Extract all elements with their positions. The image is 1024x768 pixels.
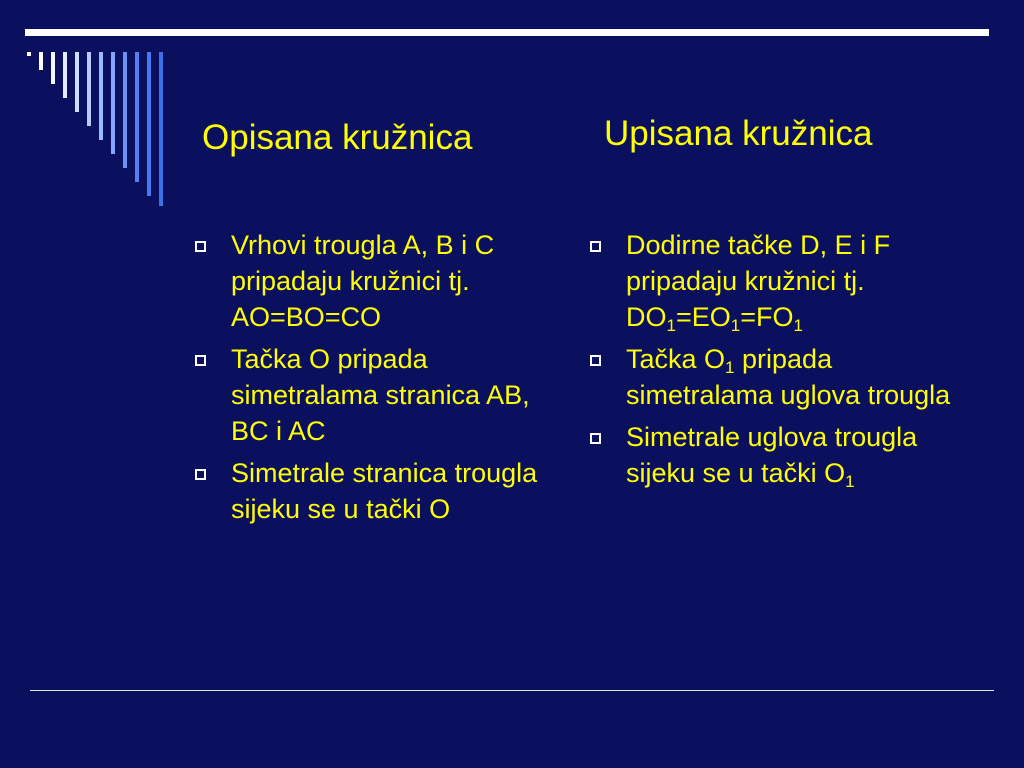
bottom-rule [30,690,994,691]
hollow-square-icon [590,355,601,366]
subscript: 1 [730,316,741,335]
bullet-item [588,227,968,335]
text-segment: =FO [740,302,794,332]
right-bullet-list [588,227,968,497]
bullet-text [626,227,968,335]
hollow-square-icon [590,433,601,444]
bullet-text [231,341,573,449]
bullet-item [193,455,573,527]
text-segment: =EO [675,302,731,332]
right-column-title: Upisana kružnica [604,114,873,153]
text-segment: Simetrale stranica trougla sijeku se u tački O [231,458,538,524]
decorative-stripe [111,52,115,154]
left-column-title: Opisana kružnica [202,118,473,157]
text-segment: pripada simetralama uglova trougla [626,344,951,410]
text-segment: Tačka O [626,344,726,374]
subscript: 1 [845,472,855,491]
decorative-stripe [147,52,151,196]
decorative-stripe [51,52,55,84]
decorative-stripe [75,52,79,112]
hollow-square-icon [195,469,206,480]
subscript: 1 [725,358,735,377]
text-segment: Simetrale uglova trougla sijeku se u tački O [626,422,918,488]
decorative-stripe [159,52,163,206]
decorative-stripe [39,52,43,70]
bullet-item [193,341,573,449]
decorative-stripe [27,52,31,56]
decorative-stripe [99,52,103,140]
decorative-stripe [63,52,67,98]
decorative-stripe [135,52,139,182]
left-bullet-list [193,227,573,533]
bullet-item [193,227,573,335]
top-rule [25,29,989,36]
decorative-stripe [87,52,91,126]
hollow-square-icon [195,355,206,366]
text-segment: Vrhovi trougla A, B i C pripadaju kružnici tj. AO=BO=CO [231,230,495,332]
bullet-text [626,419,968,491]
text-segment: Tačka O pripada simetralama stranica AB, BC i AC [231,344,530,446]
text-segment: Dodirne tačke D, E i F pripadaju kružnici tj. DO [626,230,891,332]
bullet-text [231,227,573,335]
hollow-square-icon [590,241,601,252]
bullet-text [231,455,573,527]
bullet-item [588,419,968,491]
subscript: 1 [666,316,676,335]
subscript: 1 [793,316,803,335]
hollow-square-icon [195,241,206,252]
bullet-item [588,341,968,413]
decorative-stripe [123,52,127,168]
bullet-text [626,341,968,413]
